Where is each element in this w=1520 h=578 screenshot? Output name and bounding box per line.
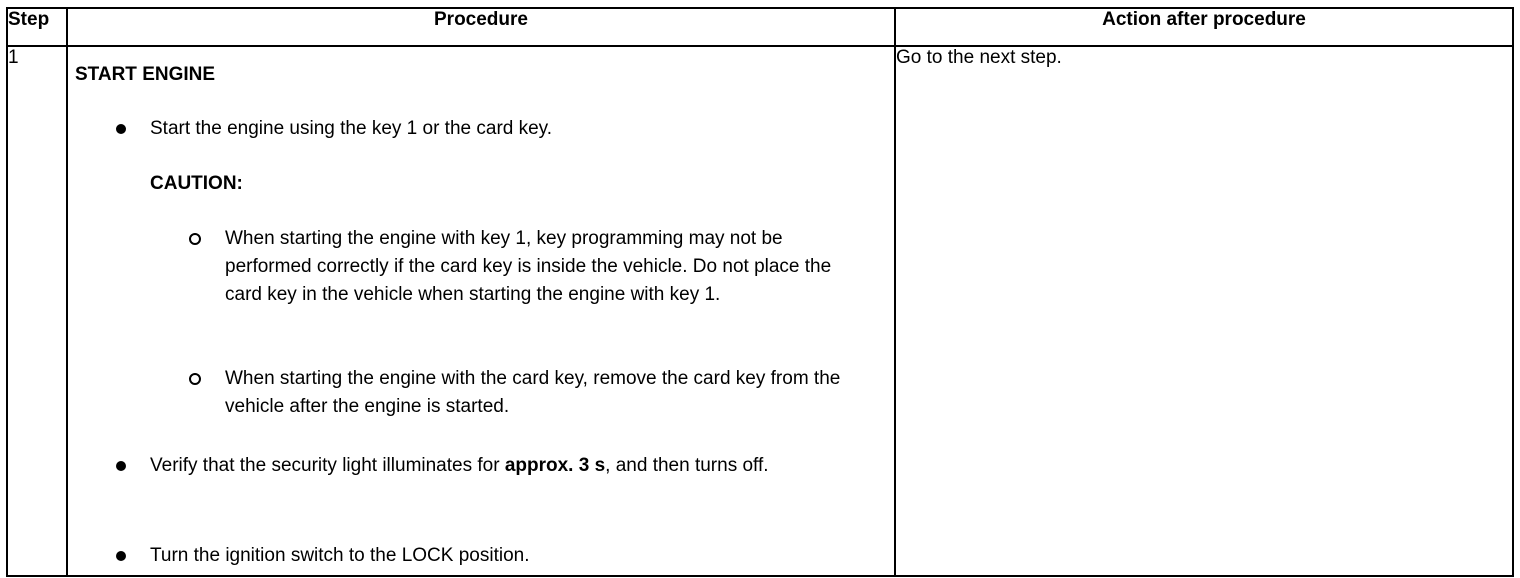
bullet-icon (116, 551, 126, 561)
bullet-text: Start the engine using the key 1 or the card key. (150, 118, 553, 139)
header-step: Step (7, 8, 67, 46)
table-row (7, 46, 1513, 576)
hollow-bullet-icon (189, 373, 201, 385)
caution-item (225, 365, 865, 421)
caution-text: When starting the engine with the card key, remove the card key from the vehicle after the engine is started. (225, 368, 841, 417)
header-row (7, 8, 1513, 46)
bullet-text-bold: approx. 3 s (504, 455, 606, 476)
caution-label: CAUTION: (150, 173, 243, 194)
action-cell: Go to the next step. (895, 46, 1513, 576)
bullet-text-post: , and then turns off. (605, 455, 769, 476)
caution-text: When starting the engine with key 1, key programming may not be performed correctly if the card key is inside the vehicle. Do not place the card key in the vehicle when starting the engine with key 1. (225, 228, 832, 305)
list-item (150, 115, 870, 143)
bullet-icon (116, 124, 126, 134)
procedure-cell (67, 46, 895, 576)
list-item (150, 542, 870, 570)
list-item (150, 452, 870, 480)
bullet-text-pre: Verify that the security light illuminates for (150, 455, 505, 476)
hollow-bullet-icon (189, 233, 201, 245)
header-action: Action after procedure (895, 8, 1513, 46)
header-procedure: Procedure (67, 8, 895, 46)
bullet-icon (116, 461, 126, 471)
step-number: 1 (7, 46, 67, 576)
procedure-table (6, 7, 1514, 577)
procedure-title: START ENGINE (75, 64, 216, 85)
caution-item (225, 225, 845, 309)
bullet-text: Turn the ignition switch to the LOCK position. (150, 545, 530, 566)
